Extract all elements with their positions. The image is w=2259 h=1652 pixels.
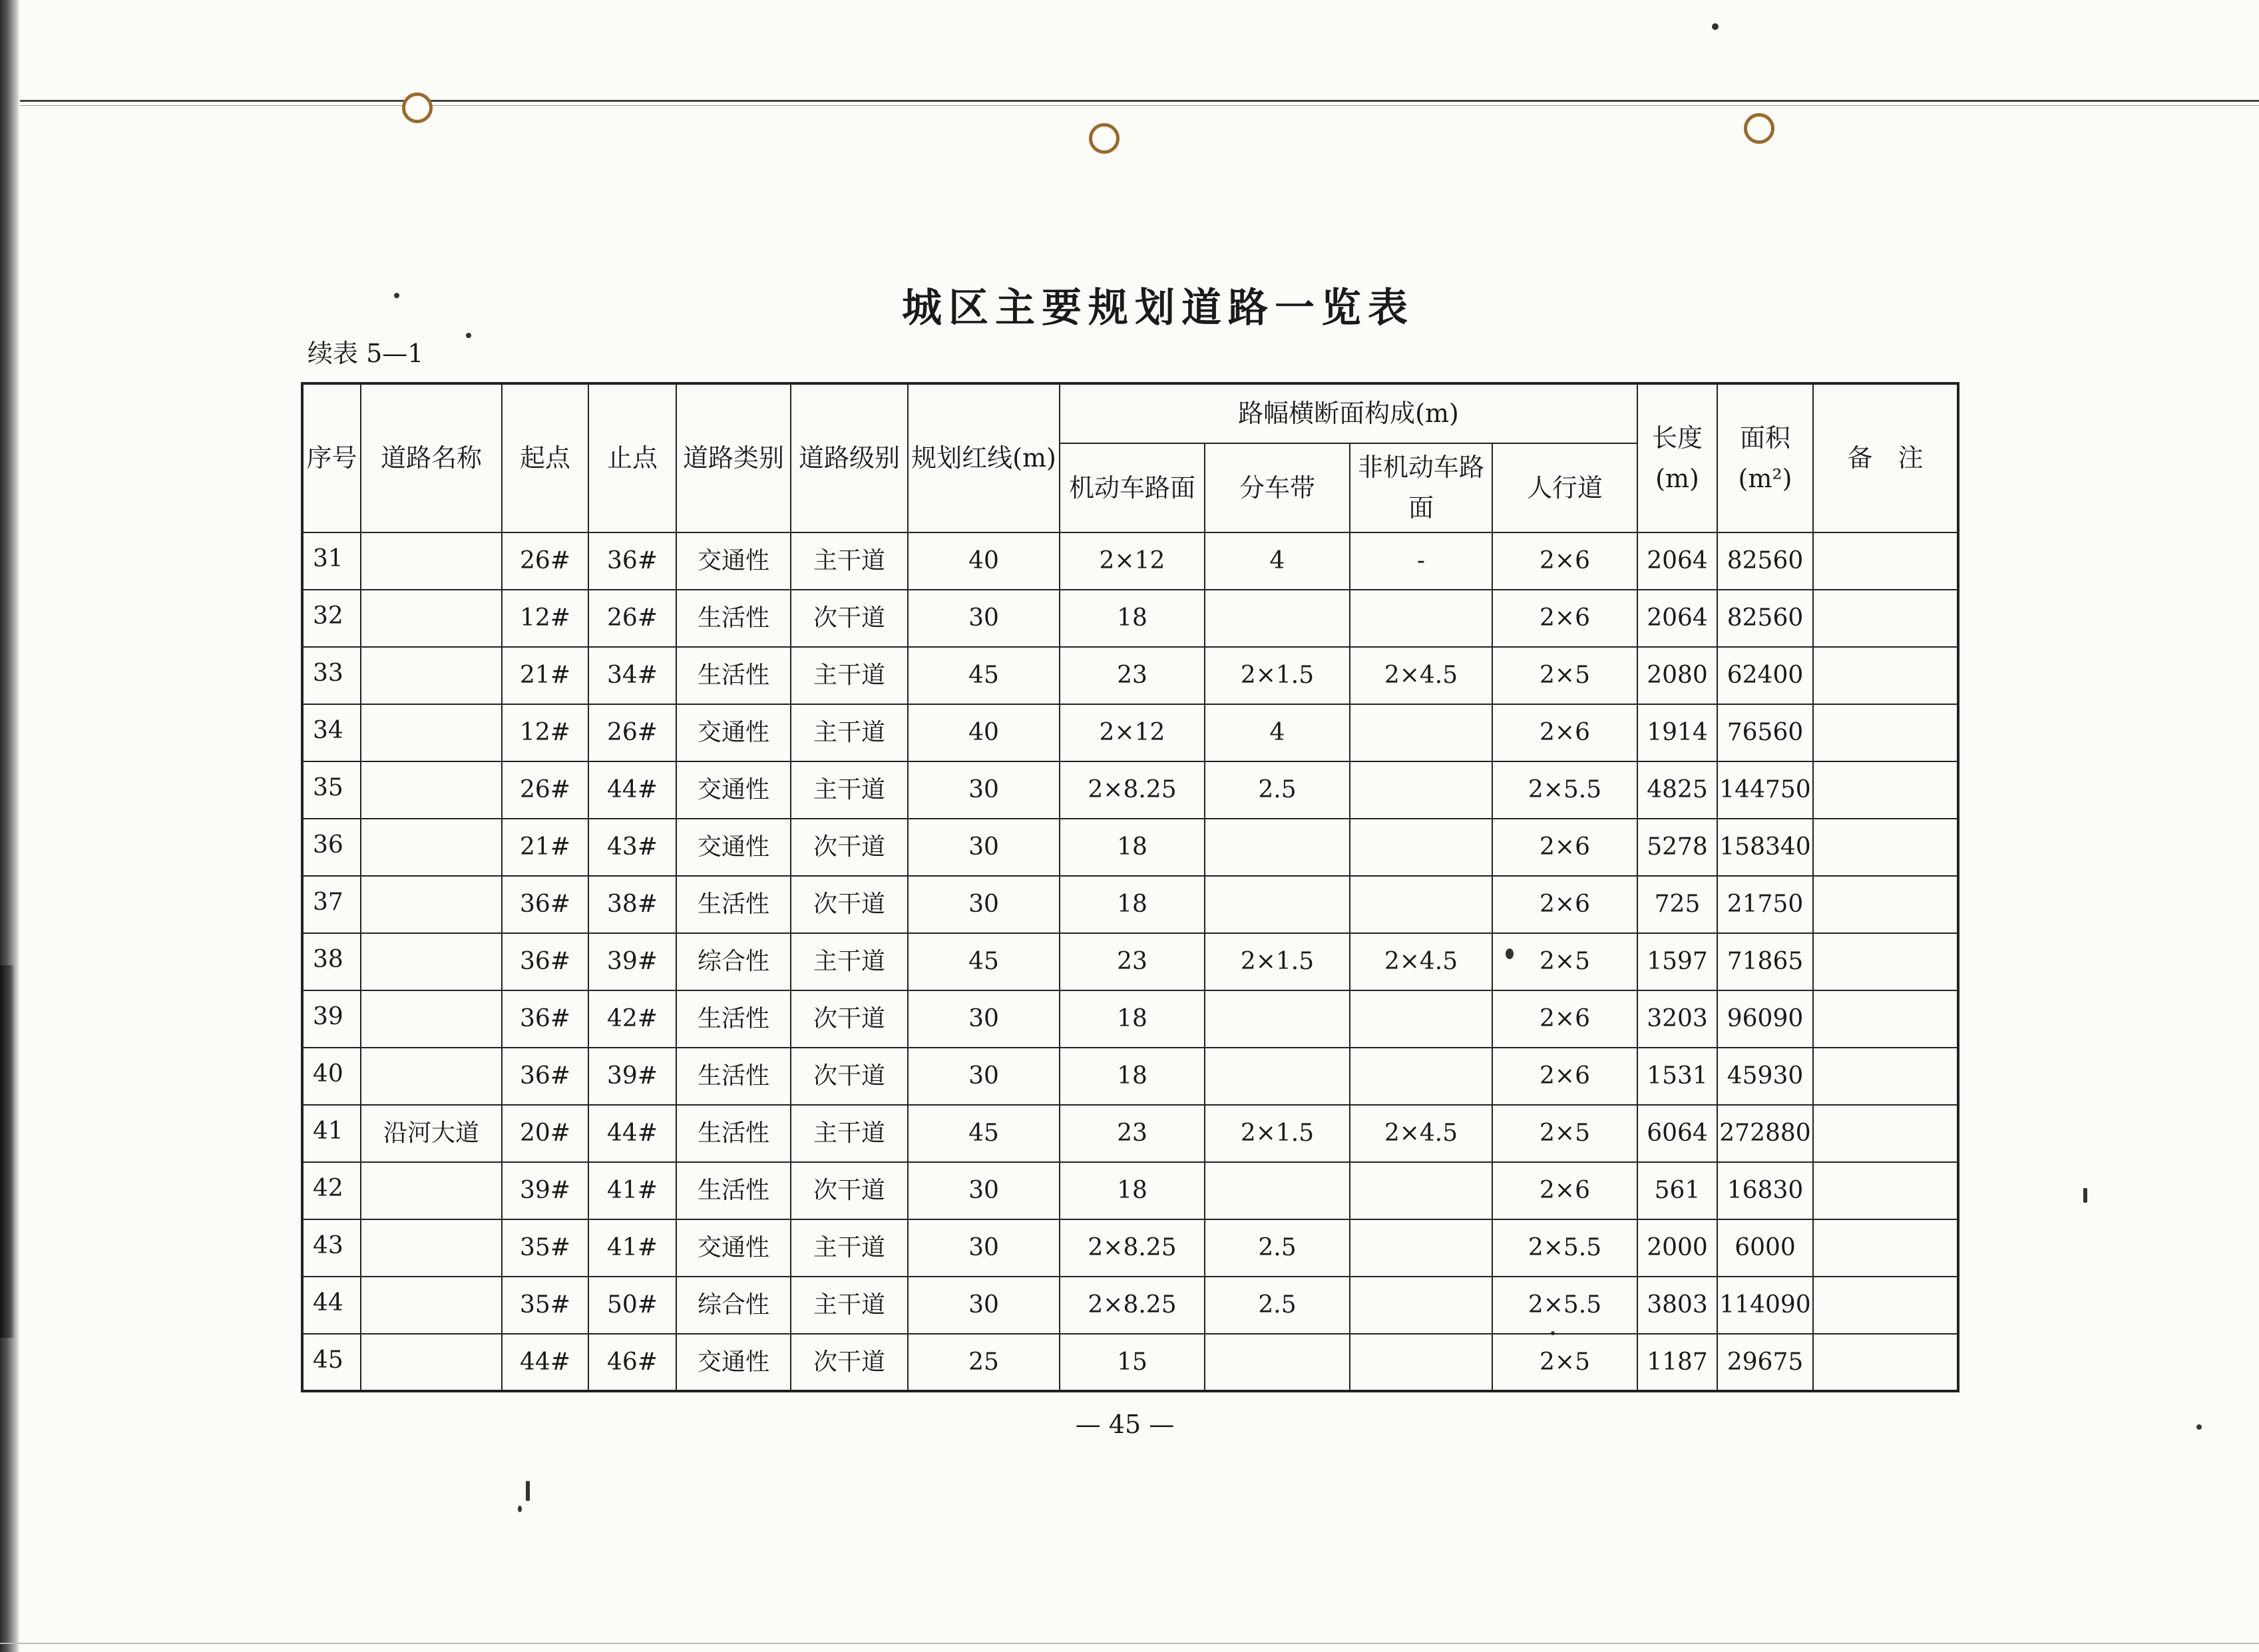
cell-non-motor-lane: 2×4.5 <box>1350 933 1492 990</box>
table-row <box>302 532 1958 590</box>
cell-index: 40 <box>302 1048 361 1105</box>
cell-road-type: 交通性 <box>676 704 791 761</box>
cell-start: 20# <box>502 1105 588 1162</box>
cell-index: 41 <box>302 1105 361 1162</box>
table-row <box>302 704 1958 761</box>
cell-red-line: 30 <box>908 819 1060 876</box>
cell-sidewalk: 2×5 <box>1492 1334 1637 1391</box>
cell-length: 1187 <box>1637 1334 1717 1391</box>
header-divider: 分车带 <box>1205 443 1350 532</box>
cell-divider <box>1205 590 1350 647</box>
cell-road-grade: 主干道 <box>791 532 908 590</box>
cell-divider <box>1205 1334 1350 1391</box>
scan-speck <box>2083 1188 2087 1203</box>
cell-divider <box>1205 1048 1350 1105</box>
table-header-row <box>302 383 1958 443</box>
cell-length: 6064 <box>1637 1105 1717 1162</box>
cell-sidewalk: 2×6 <box>1492 704 1637 761</box>
cell-road-grade: 主干道 <box>791 704 908 761</box>
cell-start: 26# <box>502 761 588 819</box>
cell-end: 41# <box>588 1162 676 1219</box>
cell-sidewalk: 2×5 <box>1492 1105 1637 1162</box>
cell-road-type: 生活性 <box>676 590 791 647</box>
cell-road-type: 综合性 <box>676 933 791 990</box>
cell-length: 3803 <box>1637 1277 1717 1334</box>
cell-red-line: 45 <box>908 1105 1060 1162</box>
cell-non-motor-lane <box>1350 761 1492 819</box>
table-row <box>302 1048 1958 1105</box>
cell-road-grade: 次干道 <box>791 819 908 876</box>
cell-area: 6000 <box>1717 1219 1813 1277</box>
punch-hole-middle <box>1089 123 1120 154</box>
cell-sidewalk: 2×5 <box>1492 933 1637 990</box>
cell-red-line: 30 <box>908 590 1060 647</box>
page-number: — 45 — <box>1075 1410 1175 1439</box>
cell-non-motor-lane <box>1350 1334 1492 1391</box>
document-title: 城区主要规划道路一览表 <box>902 285 1414 331</box>
cell-road-name <box>361 1334 502 1391</box>
cell-remarks <box>1813 647 1958 704</box>
cell-remarks <box>1813 704 1958 761</box>
cell-motor-lane: 18 <box>1060 876 1205 933</box>
table-row <box>302 1334 1958 1391</box>
cell-road-type: 交通性 <box>676 1334 791 1391</box>
cell-red-line: 40 <box>908 704 1060 761</box>
cell-area: 82560 <box>1717 590 1813 647</box>
cell-road-type: 交通性 <box>676 1219 791 1277</box>
scan-speck <box>2196 1424 2202 1430</box>
cell-road-grade: 主干道 <box>791 933 908 990</box>
cell-non-motor-lane <box>1350 1219 1492 1277</box>
cell-sidewalk: 2×6 <box>1492 876 1637 933</box>
table-row <box>302 876 1958 933</box>
cell-start: 36# <box>502 990 588 1048</box>
cell-end: 41# <box>588 1219 676 1277</box>
scan-shadow-edge <box>0 0 20 1652</box>
cell-road-grade: 主干道 <box>791 647 908 704</box>
cell-road-name <box>361 876 502 933</box>
cell-motor-lane: 23 <box>1060 933 1205 990</box>
cell-length: 2080 <box>1637 647 1717 704</box>
scan-speck <box>518 1506 522 1512</box>
cell-motor-lane: 15 <box>1060 1334 1205 1391</box>
cell-motor-lane: 2×12 <box>1060 532 1205 590</box>
cell-road-name <box>361 1219 502 1277</box>
cell-road-name <box>361 1277 502 1334</box>
binding-rule <box>20 100 2259 102</box>
cell-red-line: 30 <box>908 990 1060 1048</box>
cell-divider: 4 <box>1205 532 1350 590</box>
cell-sidewalk: 2×5.5 <box>1492 1219 1637 1277</box>
header-sidewalk: 人行道 <box>1492 443 1637 532</box>
cell-area: 96090 <box>1717 990 1813 1048</box>
table-row <box>302 1277 1958 1334</box>
cell-non-motor-lane <box>1350 1162 1492 1219</box>
cell-start: 36# <box>502 876 588 933</box>
scan-speck <box>526 1481 530 1501</box>
cell-index: 37 <box>302 876 361 933</box>
cell-start: 44# <box>502 1334 588 1391</box>
cell-non-motor-lane <box>1350 876 1492 933</box>
cell-end: 44# <box>588 761 676 819</box>
cell-index: 44 <box>302 1277 361 1334</box>
cell-non-motor-lane <box>1350 1277 1492 1334</box>
cell-remarks <box>1813 1219 1958 1277</box>
cell-motor-lane: 18 <box>1060 1162 1205 1219</box>
cell-index: 36 <box>302 819 361 876</box>
table-row <box>302 761 1958 819</box>
cell-divider: 2.5 <box>1205 1277 1350 1334</box>
cell-area: 21750 <box>1717 876 1813 933</box>
cell-remarks <box>1813 819 1958 876</box>
cell-red-line: 30 <box>908 761 1060 819</box>
cell-road-type: 生活性 <box>676 647 791 704</box>
cell-divider <box>1205 876 1350 933</box>
cell-motor-lane: 18 <box>1060 1048 1205 1105</box>
cell-area: 16830 <box>1717 1162 1813 1219</box>
cell-remarks <box>1813 590 1958 647</box>
cell-index: 38 <box>302 933 361 990</box>
cell-road-grade: 次干道 <box>791 1048 908 1105</box>
cell-red-line: 30 <box>908 1277 1060 1334</box>
cell-motor-lane: 23 <box>1060 1105 1205 1162</box>
cell-length: 2000 <box>1637 1219 1717 1277</box>
cell-road-type: 生活性 <box>676 990 791 1048</box>
cell-length: 5278 <box>1637 819 1717 876</box>
cell-road-type: 生活性 <box>676 1105 791 1162</box>
cell-length: 561 <box>1637 1162 1717 1219</box>
cell-road-grade: 次干道 <box>791 876 908 933</box>
cell-sidewalk: 2×5.5 <box>1492 761 1637 819</box>
cell-start: 21# <box>502 647 588 704</box>
cell-start: 39# <box>502 1162 588 1219</box>
cell-road-name <box>361 1048 502 1105</box>
cell-area: 76560 <box>1717 704 1813 761</box>
cell-area: 29675 <box>1717 1334 1813 1391</box>
header-end: 止点 <box>588 383 676 532</box>
table-row <box>302 933 1958 990</box>
cell-start: 12# <box>502 704 588 761</box>
cell-index: 31 <box>302 532 361 590</box>
cell-road-grade: 次干道 <box>791 1334 908 1391</box>
cell-divider: 2×1.5 <box>1205 647 1350 704</box>
table-row <box>302 1105 1958 1162</box>
cell-start: 12# <box>502 590 588 647</box>
table-row <box>302 590 1958 647</box>
cell-road-grade: 主干道 <box>791 1277 908 1334</box>
cell-area: 144750 <box>1717 761 1813 819</box>
table-row <box>302 1162 1958 1219</box>
bottom-edge-rule <box>0 1643 2259 1644</box>
cell-non-motor-lane <box>1350 704 1492 761</box>
cell-index: 32 <box>302 590 361 647</box>
cell-remarks <box>1813 1048 1958 1105</box>
cell-non-motor-lane <box>1350 990 1492 1048</box>
cell-road-name <box>361 704 502 761</box>
cell-non-motor-lane: 2×4.5 <box>1350 1105 1492 1162</box>
cell-end: 26# <box>588 590 676 647</box>
cell-area: 45930 <box>1717 1048 1813 1105</box>
cell-road-grade: 主干道 <box>791 761 908 819</box>
cell-end: 46# <box>588 1334 676 1391</box>
table-continuation-label: 续表 5—1 <box>308 339 424 368</box>
cell-divider: 2×1.5 <box>1205 1105 1350 1162</box>
cell-sidewalk: 2×5 <box>1492 647 1637 704</box>
header-road-grade: 道路级别 <box>791 383 908 532</box>
table-body <box>302 532 1958 1391</box>
cell-non-motor-lane: 2×4.5 <box>1350 647 1492 704</box>
scan-shadow-edge-lower <box>0 965 15 1338</box>
cell-length: 1914 <box>1637 704 1717 761</box>
cell-area: 82560 <box>1717 532 1813 590</box>
cell-start: 26# <box>502 532 588 590</box>
cell-road-type: 交通性 <box>676 532 791 590</box>
cell-red-line: 40 <box>908 532 1060 590</box>
cell-road-name <box>361 590 502 647</box>
cell-road-name <box>361 1162 502 1219</box>
cell-sidewalk: 2×6 <box>1492 590 1637 647</box>
cell-sidewalk: 2×5.5 <box>1492 1277 1637 1334</box>
cell-divider <box>1205 1162 1350 1219</box>
cell-end: 50# <box>588 1277 676 1334</box>
cell-index: 42 <box>302 1162 361 1219</box>
cell-divider: 4 <box>1205 704 1350 761</box>
cell-length: 2064 <box>1637 590 1717 647</box>
cell-index: 35 <box>302 761 361 819</box>
cell-end: 26# <box>588 704 676 761</box>
cell-index: 45 <box>302 1334 361 1391</box>
cell-remarks <box>1813 1105 1958 1162</box>
cell-index: 33 <box>302 647 361 704</box>
cell-road-type: 交通性 <box>676 819 791 876</box>
cell-area: 62400 <box>1717 647 1813 704</box>
road-plan-table <box>301 382 1959 1392</box>
header-non-motor-lane: 非机动车路面 <box>1350 443 1492 532</box>
table-row <box>302 819 1958 876</box>
header-index: 序号 <box>302 383 361 532</box>
cell-remarks <box>1813 933 1958 990</box>
cell-remarks <box>1813 1277 1958 1334</box>
cell-sidewalk: 2×6 <box>1492 1048 1637 1105</box>
cell-red-line: 45 <box>908 647 1060 704</box>
cell-remarks <box>1813 761 1958 819</box>
cell-non-motor-lane: - <box>1350 532 1492 590</box>
header-road-type: 道路类别 <box>676 383 791 532</box>
cell-motor-lane: 18 <box>1060 990 1205 1048</box>
cell-divider: 2×1.5 <box>1205 933 1350 990</box>
cell-motor-lane: 2×8.25 <box>1060 1219 1205 1277</box>
cell-length: 4825 <box>1637 761 1717 819</box>
header-remarks: 备 注 <box>1813 383 1958 532</box>
cell-divider: 2.5 <box>1205 1219 1350 1277</box>
binding-rule-thin <box>20 105 2259 106</box>
header-area: 面积(m²) <box>1717 383 1813 532</box>
cell-sidewalk: 2×6 <box>1492 532 1637 590</box>
cell-motor-lane: 2×8.25 <box>1060 761 1205 819</box>
cell-road-type: 交通性 <box>676 761 791 819</box>
cell-length: 2064 <box>1637 532 1717 590</box>
cell-remarks <box>1813 1334 1958 1391</box>
cell-road-type: 综合性 <box>676 1277 791 1334</box>
cell-road-grade: 次干道 <box>791 990 908 1048</box>
cell-road-name <box>361 933 502 990</box>
cell-index: 43 <box>302 1219 361 1277</box>
cell-area: 158340 <box>1717 819 1813 876</box>
header-start: 起点 <box>502 383 588 532</box>
cell-motor-lane: 2×8.25 <box>1060 1277 1205 1334</box>
cell-road-grade: 次干道 <box>791 1162 908 1219</box>
scan-speck <box>1712 23 1719 30</box>
cell-red-line: 30 <box>908 876 1060 933</box>
header-road-name: 道路名称 <box>361 383 502 532</box>
cell-motor-lane: 18 <box>1060 590 1205 647</box>
cell-start: 36# <box>502 1048 588 1105</box>
cell-road-name: 沿河大道 <box>361 1105 502 1162</box>
cell-end: 39# <box>588 1048 676 1105</box>
cell-sidewalk: 2×6 <box>1492 819 1637 876</box>
cell-divider <box>1205 990 1350 1048</box>
cell-motor-lane: 18 <box>1060 819 1205 876</box>
cell-length: 3203 <box>1637 990 1717 1048</box>
table-row <box>302 1219 1958 1277</box>
header-red-line: 规划红线(m) <box>908 383 1060 532</box>
cell-remarks <box>1813 1162 1958 1219</box>
cell-non-motor-lane <box>1350 1048 1492 1105</box>
header-cross-section-group: 路幅横断面构成(m) <box>1060 383 1637 443</box>
scan-speck <box>394 293 399 298</box>
cell-divider: 2.5 <box>1205 761 1350 819</box>
header-motor-lane: 机动车路面 <box>1060 443 1205 532</box>
cell-red-line: 30 <box>908 1048 1060 1105</box>
cell-road-grade: 主干道 <box>791 1219 908 1277</box>
cell-end: 34# <box>588 647 676 704</box>
cell-road-name <box>361 761 502 819</box>
cell-area: 272880 <box>1717 1105 1813 1162</box>
cell-remarks <box>1813 990 1958 1048</box>
cell-area: 114090 <box>1717 1277 1813 1334</box>
cell-area: 71865 <box>1717 933 1813 990</box>
cell-length: 1597 <box>1637 933 1717 990</box>
cell-road-type: 生活性 <box>676 876 791 933</box>
cell-end: 43# <box>588 819 676 876</box>
cell-end: 44# <box>588 1105 676 1162</box>
cell-remarks <box>1813 532 1958 590</box>
cell-road-grade: 次干道 <box>791 590 908 647</box>
cell-road-name <box>361 819 502 876</box>
cell-start: 35# <box>502 1219 588 1277</box>
cell-length: 1531 <box>1637 1048 1717 1105</box>
cell-red-line: 30 <box>908 1219 1060 1277</box>
cell-road-name <box>361 990 502 1048</box>
scan-speck <box>466 333 471 338</box>
punch-hole-right <box>1744 113 1774 144</box>
cell-red-line: 25 <box>908 1334 1060 1391</box>
cell-index: 34 <box>302 704 361 761</box>
cell-road-name <box>361 647 502 704</box>
cell-start: 21# <box>502 819 588 876</box>
cell-road-name <box>361 532 502 590</box>
cell-non-motor-lane <box>1350 590 1492 647</box>
cell-remarks <box>1813 876 1958 933</box>
cell-index: 39 <box>302 990 361 1048</box>
cell-non-motor-lane <box>1350 819 1492 876</box>
cell-end: 36# <box>588 532 676 590</box>
cell-road-type: 生活性 <box>676 1162 791 1219</box>
punch-hole-left <box>402 93 433 123</box>
cell-end: 42# <box>588 990 676 1048</box>
cell-end: 38# <box>588 876 676 933</box>
cell-red-line: 45 <box>908 933 1060 990</box>
cell-motor-lane: 23 <box>1060 647 1205 704</box>
cell-divider <box>1205 819 1350 876</box>
cell-road-grade: 主干道 <box>791 1105 908 1162</box>
cell-sidewalk: 2×6 <box>1492 990 1637 1048</box>
cell-start: 35# <box>502 1277 588 1334</box>
cell-start: 36# <box>502 933 588 990</box>
cell-road-type: 生活性 <box>676 1048 791 1105</box>
table-row <box>302 990 1958 1048</box>
cell-length: 725 <box>1637 876 1717 933</box>
table-row <box>302 647 1958 704</box>
cell-sidewalk: 2×6 <box>1492 1162 1637 1219</box>
cell-motor-lane: 2×12 <box>1060 704 1205 761</box>
cell-red-line: 30 <box>908 1162 1060 1219</box>
cell-end: 39# <box>588 933 676 990</box>
header-length: 长度(m) <box>1637 383 1717 532</box>
